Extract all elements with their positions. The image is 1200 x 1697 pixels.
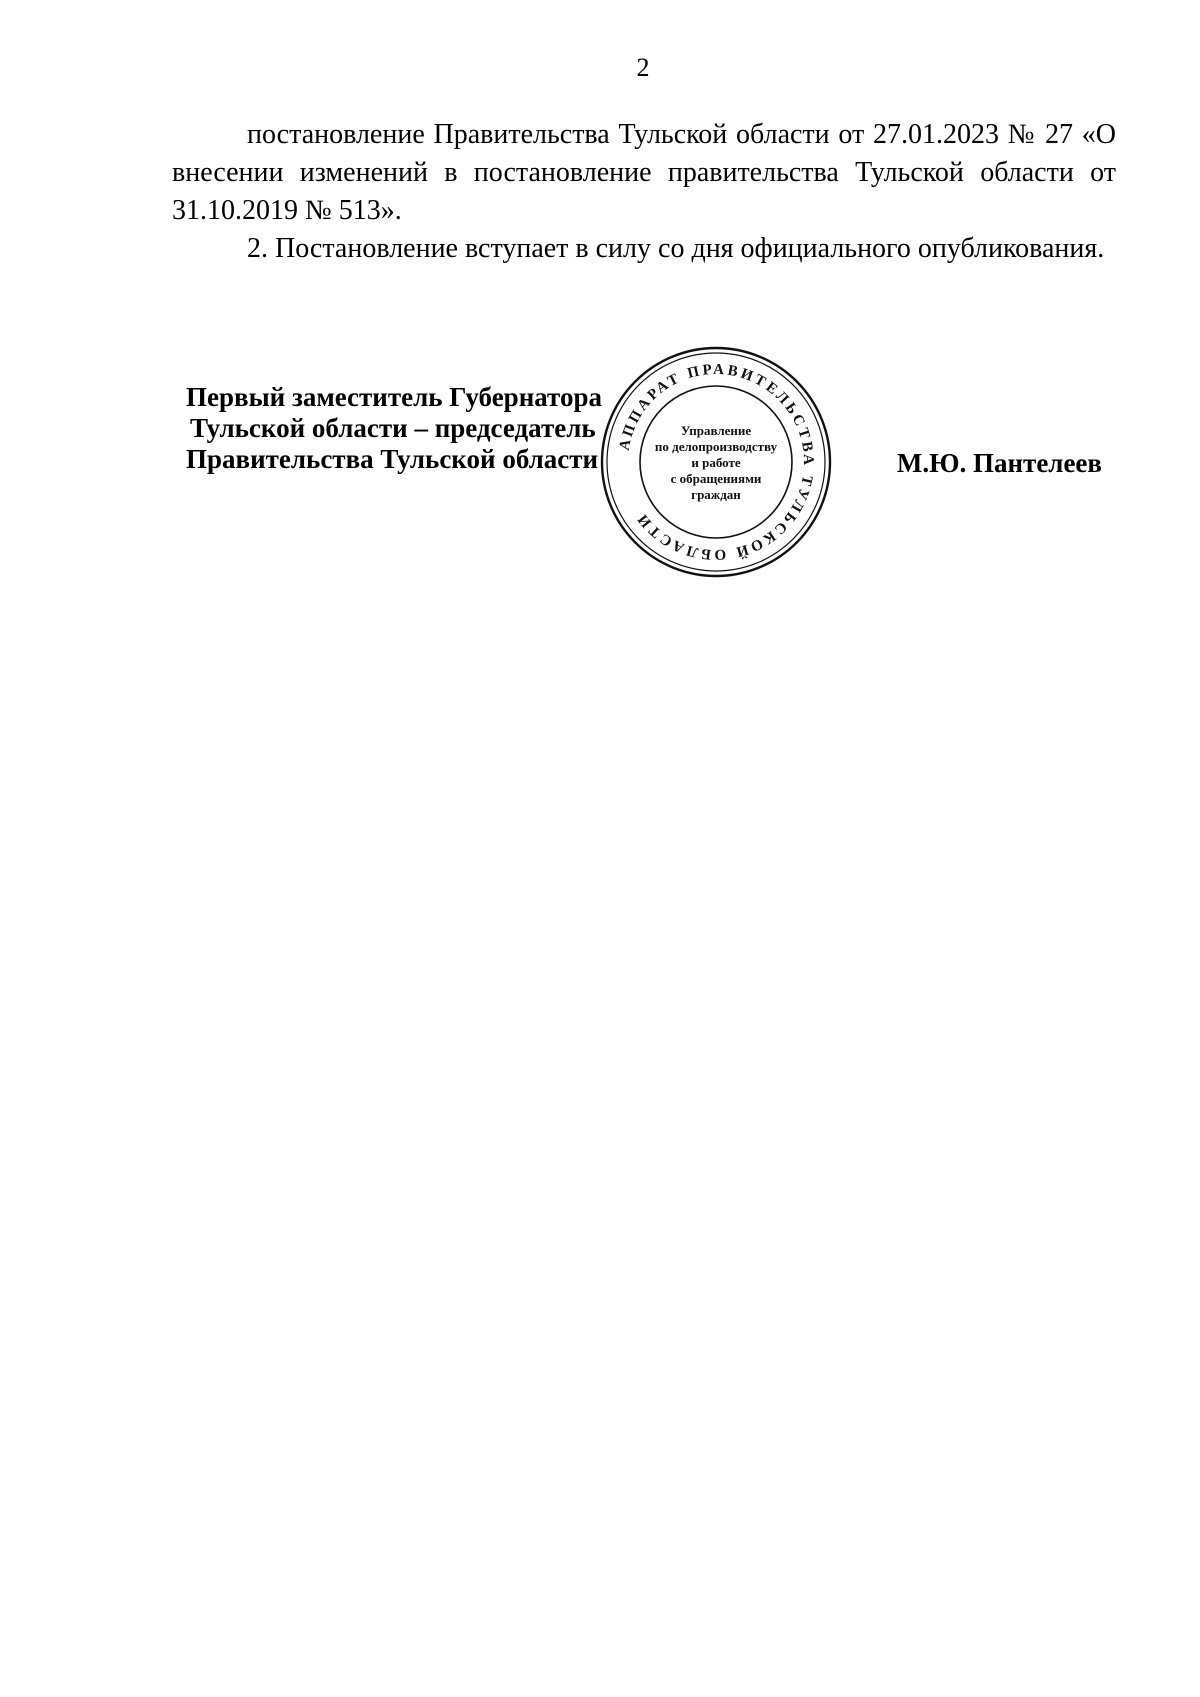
signature-title-line-3: Правительства Тульской области	[186, 444, 599, 474]
seal-center-line: по делопроизводству	[654, 439, 778, 454]
seal-center-line: граждан	[691, 487, 741, 502]
seal-center-line: с обращениями	[670, 471, 762, 486]
seal-center-line: и работе	[691, 455, 741, 470]
signature-title	[186, 382, 602, 475]
page-number: 2	[636, 53, 650, 82]
official-seal	[598, 344, 834, 580]
signatory-name: М.Ю. Пантелеев	[896, 448, 1102, 478]
paragraph-2: 2. Постановление вступает в силу со дня официального опубликования.	[247, 233, 1105, 264]
document-body	[172, 116, 1116, 268]
svg-text:АППАРАТ ПРАВИТЕЛЬСТВА ТУЛЬСКОЙ: АППАРАТ ПРАВИТЕЛЬСТВА ТУЛЬСКОЙ ОБЛАСТИ	[616, 361, 817, 563]
signature-title-line-1: Первый заместитель Губернатора	[186, 382, 602, 412]
signature-title-line-2: Тульской области – председатель	[190, 413, 596, 443]
seal-center-line: Управление	[680, 423, 752, 438]
paragraph-1: постановление Правительства Тульской области от 27.01.2023 № 27 «О внесении изменений в постановление правительства Тульской области от 31.10.2019 № 513».	[172, 119, 1116, 226]
